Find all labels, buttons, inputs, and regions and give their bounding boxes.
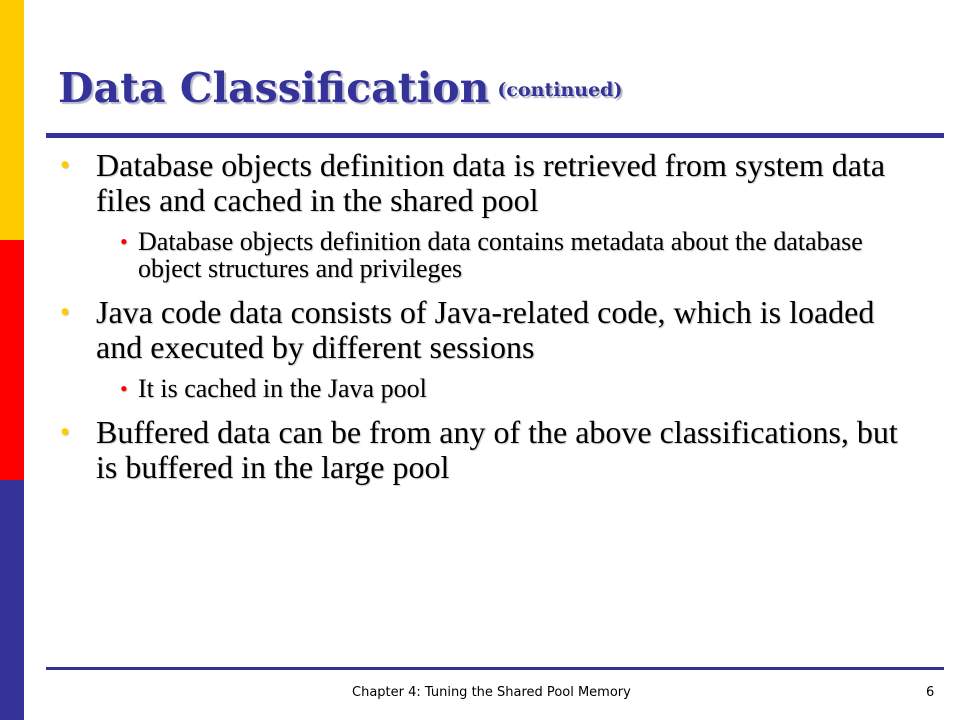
bullet-text: Java code data consists of Java-related code, which is loaded and executed by different sessions: [96, 294, 875, 365]
title-subtitle: (continued): [497, 79, 623, 101]
bullet-marker: •: [60, 297, 70, 328]
sub-bullet-marker: •: [120, 376, 128, 401]
bullet-item: [60, 415, 920, 485]
bullet-text: Buffered data can be from any of the above classifications, but is buffered in the large pool: [96, 414, 898, 485]
sub-bullet-list: [96, 375, 920, 402]
sub-bullet-text: It is cached in the Java pool: [138, 374, 427, 403]
sidebar-yellow-segment: [0, 0, 24, 240]
footer-chapter-title: Chapter 4: Tuning the Shared Pool Memory: [352, 685, 631, 700]
title-text: Data Classification: [58, 64, 490, 112]
sub-bullet-item: [96, 228, 920, 282]
sub-bullet-list: [96, 228, 920, 282]
sidebar-red-segment: [0, 240, 24, 480]
bullet-marker: •: [60, 417, 70, 448]
slide-title: [58, 66, 622, 111]
bullet-item: [60, 148, 920, 282]
footer-rule: [46, 667, 944, 670]
bullet-text: Database objects definition data is retrieved from system data files and cached in the shared pool: [96, 147, 886, 218]
bullet-list: [60, 148, 920, 498]
sub-bullet-marker: •: [120, 229, 128, 254]
bullet-item: [60, 295, 920, 402]
page-number: 6: [926, 685, 935, 700]
sidebar-blue-segment: [0, 480, 24, 720]
title-rule: [46, 133, 944, 138]
bullet-marker: •: [60, 150, 70, 181]
sub-bullet-text: Database objects definition data contains metadata about the database object structures and privileges: [138, 227, 863, 283]
sub-bullet-item: [96, 375, 920, 402]
